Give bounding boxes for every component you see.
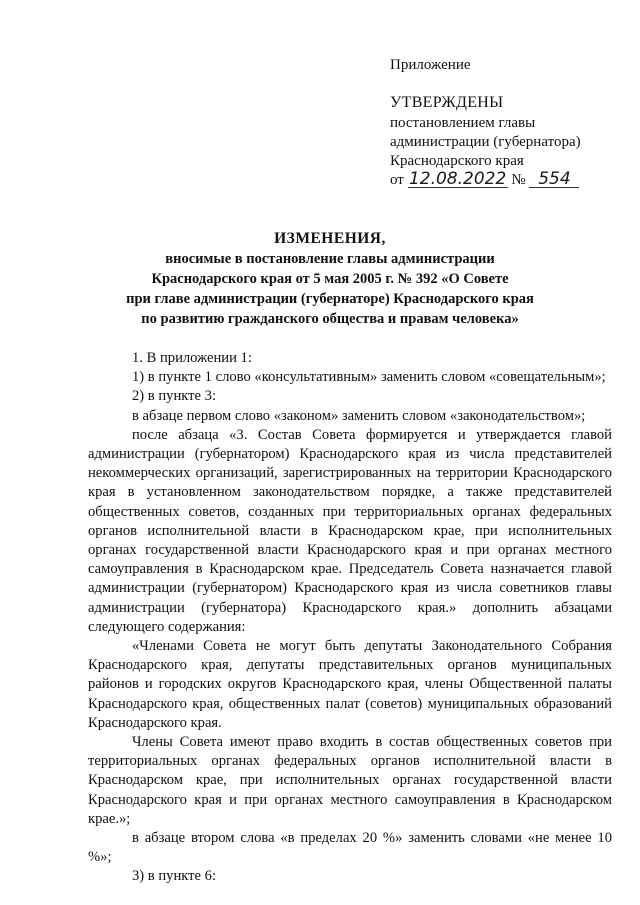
paragraph: 1) в пункте 1 слово «консультативным» заменить словом «совещательным»;	[132, 369, 606, 386]
title-line: Краснодарского края от 5 мая 2005 г. № 392 «О Совете	[151, 271, 509, 287]
paragraph: 3) в пункте 6:	[132, 868, 217, 885]
title-line: по развитию гражданского общества и правам человека»	[141, 311, 519, 327]
title-heading: ИЗМЕНЕНИЯ,	[274, 230, 386, 247]
approval-dateline	[390, 171, 630, 190]
handwritten-number: 554	[529, 171, 579, 188]
paragraph: «Членами Совета не могут быть депутаты Законодательного Собрания Краснодарского края, депутаты представительных органов муниципальных районов и городских округов Краснодарского края, члены Общественной палаты Краснодарского края, общественных палат (советов) муниципальных образований Краснодарского края.	[88, 638, 612, 731]
paragraph: в абзаце втором слова «в пределах 20 %» заменить словами «не менее 10 %»;	[88, 830, 612, 866]
approval-line: администрации (губернатора)	[390, 134, 581, 150]
approval-line: постановлением главы	[390, 115, 536, 131]
paragraph: 1. В приложении 1:	[132, 350, 252, 366]
document-title	[60, 229, 600, 329]
paragraph: после абзаца «3. Состав Совета формируется и утверждается главой администрации (губернатором) Краснодарского края из числа представителей некоммерческих организаций, зарегистрированных на территории Краснодарского края в установленном законодательством порядке, а также представителей общественных советов, созданных при территориальных органах федеральных органов исполнительной власти в Краснодарском крае, при исполнительных органах государственной власти Краснодарского края и при органах местного самоуправления в Краснодарском крае. Председатель Совета назначается главой администрации (губернатором) Краснодарского края из числа советников главы администрации (губернатора) Краснодарского края.» дополнить абзацами следующего содержания:	[88, 426, 612, 635]
date-prefix: от	[390, 172, 404, 188]
title-line: вносимые в постановление главы администрации	[165, 251, 495, 267]
approval-block	[390, 56, 630, 190]
approved-label: УТВЕРЖДЕНЫ	[390, 94, 504, 111]
document-body	[88, 349, 612, 887]
number-prefix: №	[511, 172, 526, 188]
appendix-label: Приложение	[390, 57, 471, 73]
handwritten-date: 12.08.2022	[408, 169, 507, 189]
paragraph: Члены Совета имеют право входить в состав общественных советов при территориальных органах федеральных органов исполнительной власти в Краснодарском крае, при исполнительных органах государственной власти Краснодарского края и при органах местного самоуправления в Краснодарском крае.»;	[88, 734, 612, 827]
title-line: при главе администрации (губернаторе) Краснодарского края	[126, 291, 534, 307]
paragraph: 2) в пункте 3:	[132, 388, 217, 405]
approval-line: Краснодарского края	[390, 153, 524, 169]
paragraph: в абзаце первом слово «законом» заменить словом «законодательством»;	[132, 407, 586, 424]
